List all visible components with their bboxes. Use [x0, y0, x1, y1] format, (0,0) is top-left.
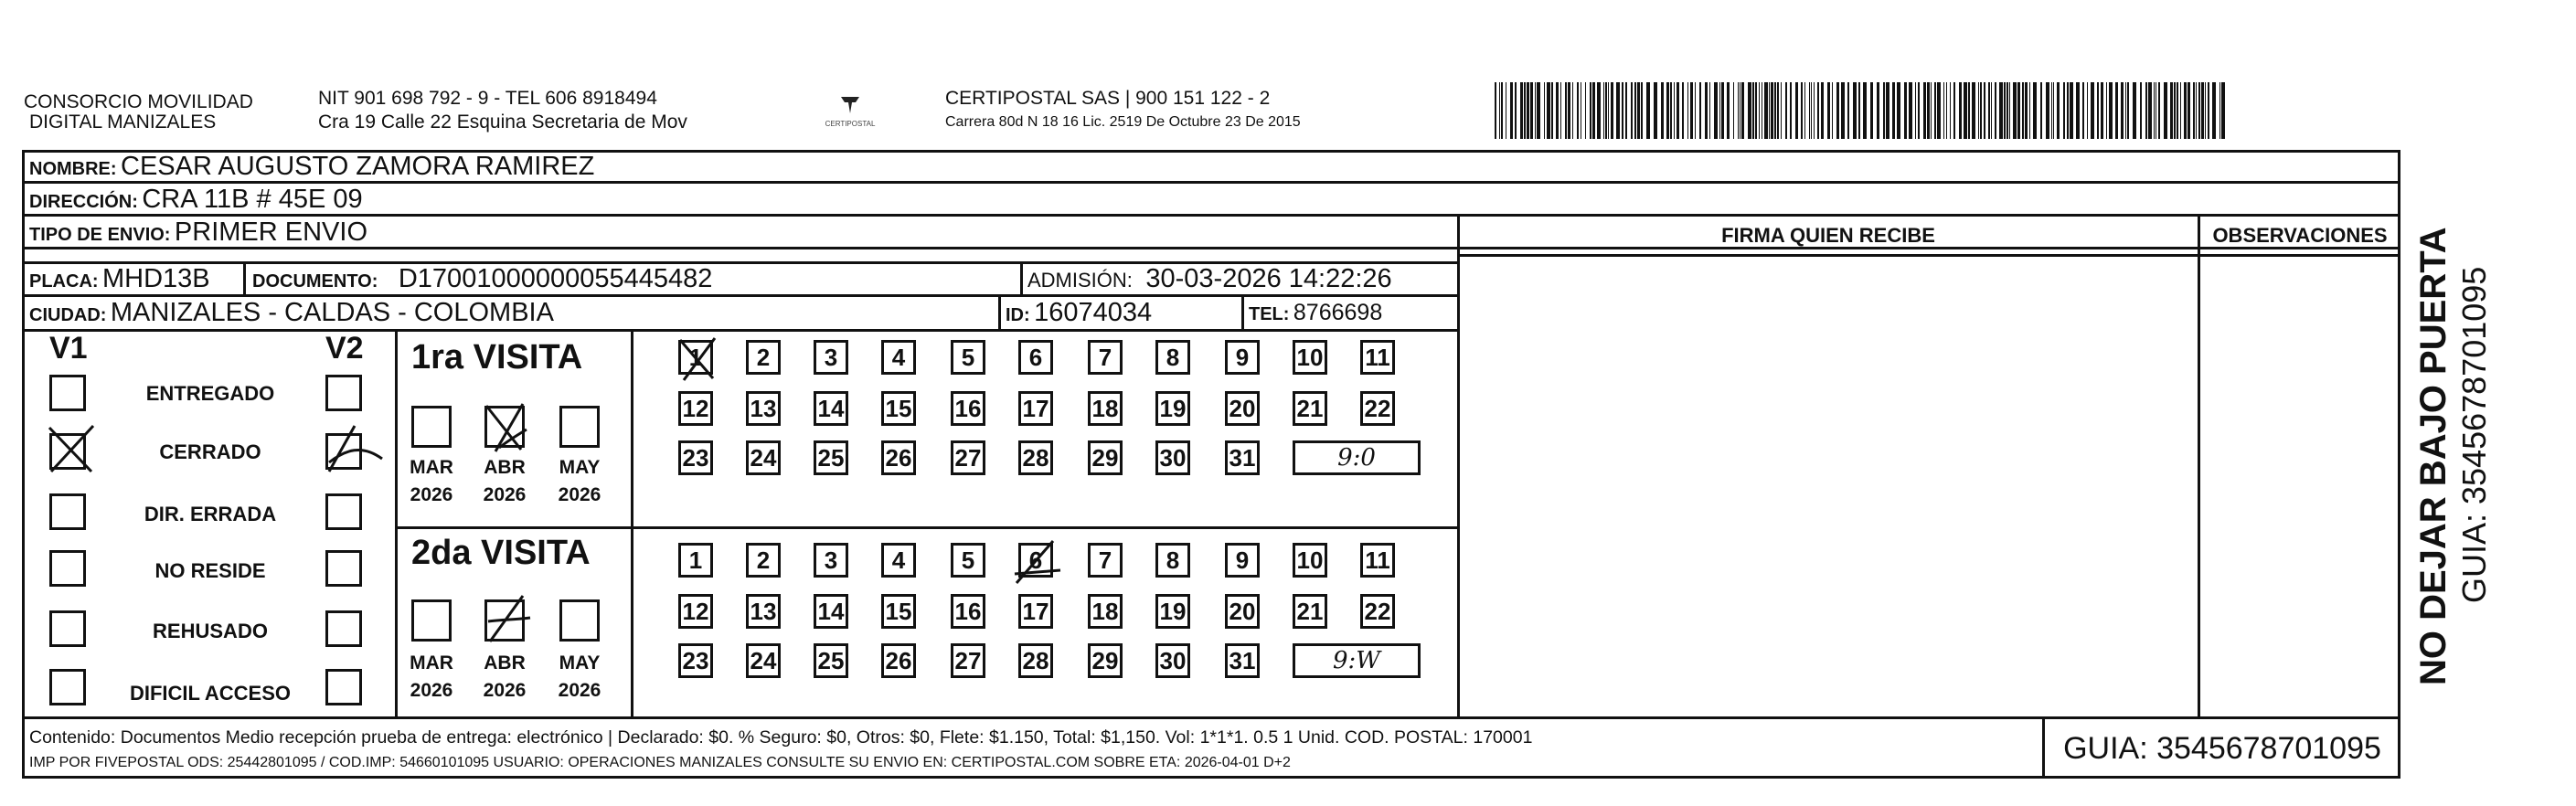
second-visit-year-may: 2026	[558, 680, 601, 701]
v2-entregado-checkbox[interactable]	[325, 375, 362, 411]
barcode	[1495, 82, 2226, 139]
tipo-envio-value: PRIMER ENVIO	[174, 217, 368, 247]
first-visit-day-8[interactable]: 8	[1155, 340, 1190, 375]
first-visit-day-21[interactable]: 21	[1293, 391, 1327, 426]
first-visit-day-13[interactable]: 13	[746, 391, 781, 426]
documento-label: DOCUMENTO:	[252, 271, 378, 292]
first-visit-day-19[interactable]: 19	[1155, 391, 1190, 426]
first-visit-day-26[interactable]: 26	[881, 440, 916, 475]
second-visit-day-10[interactable]: 10	[1293, 543, 1327, 578]
second-visit-day-17[interactable]: 17	[1018, 594, 1053, 629]
second-visit-day-8[interactable]: 8	[1155, 543, 1190, 578]
address-line: Cra 19 Calle 22 Esquina Secretaria de Mov	[318, 111, 687, 133]
first-visit-title: 1ra VISITA	[411, 338, 583, 376]
footer-guia: GUIA: 3545678701095	[2063, 731, 2381, 766]
second-visit-title: 2da VISITA	[411, 534, 591, 572]
second-visit-year-abr: 2026	[483, 680, 527, 701]
first-visit-may-checkbox[interactable]	[559, 406, 600, 448]
first-visit-day-14[interactable]: 14	[814, 391, 848, 426]
v1-dir-errada-checkbox[interactable]	[49, 493, 86, 530]
v1-no-reside-checkbox[interactable]	[49, 550, 86, 587]
second-visit-year-mar: 2026	[410, 680, 453, 701]
option-rehusado: REHUSADO	[153, 620, 268, 642]
first-visit-day-20[interactable]: 20	[1225, 391, 1260, 426]
second-visit-day-29[interactable]: 29	[1088, 643, 1123, 678]
first-visit-day-23[interactable]: 23	[678, 440, 713, 475]
second-visit-day-22[interactable]: 22	[1360, 594, 1395, 629]
second-visit-day-24[interactable]: 24	[746, 643, 781, 678]
first-visit-day-27[interactable]: 27	[951, 440, 985, 475]
v1-label: V1	[49, 331, 88, 366]
first-visit-day-7[interactable]: 7	[1088, 340, 1123, 375]
first-visit-day-30[interactable]: 30	[1155, 440, 1190, 475]
second-visit-day-12[interactable]: 12	[678, 594, 713, 629]
second-visit-month-mar: MAR	[410, 652, 453, 673]
first-visit-hour-note: 9:0	[1293, 440, 1421, 475]
nombre-row	[29, 151, 594, 186]
option-dificil-acceso: DIFICIL ACCESO	[129, 682, 291, 705]
ciudad-value: MANIZALES - CALDAS - COLOMBIA	[110, 298, 554, 327]
first-visit-day-29[interactable]: 29	[1088, 440, 1123, 475]
second-visit-day-2[interactable]: 2	[746, 543, 781, 578]
company-name-line1: CONSORCIO MOVILIDAD	[24, 91, 253, 112]
first-visit-day-28[interactable]: 28	[1018, 440, 1053, 475]
v1-cerrado-checkbox[interactable]	[49, 433, 86, 470]
second-visit-day-11[interactable]: 11	[1360, 543, 1395, 578]
placa-value: MHD13B	[102, 264, 210, 293]
first-visit-year-may: 2026	[558, 484, 601, 505]
first-visit-day-24[interactable]: 24	[746, 440, 781, 475]
first-visit-day-15[interactable]: 15	[881, 391, 916, 426]
second-visit-day-27[interactable]: 27	[951, 643, 985, 678]
svg-text:CERTIPOSTAL: CERTIPOSTAL	[825, 120, 876, 128]
direccion-value: CRA 11B # 45E 09	[142, 185, 363, 214]
first-visit-day-3[interactable]: 3	[814, 340, 848, 375]
first-visit-mar-checkbox[interactable]	[411, 406, 452, 448]
second-visit-day-13[interactable]: 13	[746, 594, 781, 629]
second-visit-day-30[interactable]: 30	[1155, 643, 1190, 678]
first-visit-day-22[interactable]: 22	[1360, 391, 1395, 426]
nit-line: NIT 901 698 792 - 9 - TEL 606 8918494	[318, 88, 657, 109]
second-visit-day-9[interactable]: 9	[1225, 543, 1260, 578]
second-visit-month-abr: ABR	[484, 652, 526, 673]
tipo-envio-label: TIPO DE ENVIO:	[29, 225, 171, 245]
second-visit-day-6[interactable]: 6	[1018, 543, 1053, 578]
first-visit-day-10[interactable]: 10	[1293, 340, 1327, 375]
first-visit-day-4[interactable]: 4	[881, 340, 916, 375]
v2-dificil-acceso-checkbox[interactable]	[325, 669, 362, 705]
second-visit-day-3[interactable]: 3	[814, 543, 848, 578]
first-visit-day-2[interactable]: 2	[746, 340, 781, 375]
first-visit-day-25[interactable]: 25	[814, 440, 848, 475]
first-visit-day-17[interactable]: 17	[1018, 391, 1053, 426]
nombre-label: NOMBRE:	[29, 159, 117, 179]
first-visit-year-abr: 2026	[483, 484, 527, 505]
second-visit-day-4[interactable]: 4	[881, 543, 916, 578]
v1-entregado-checkbox[interactable]	[49, 375, 86, 411]
v2-no-reside-checkbox[interactable]	[325, 550, 362, 587]
direccion-row	[29, 184, 363, 219]
second-visit-day-26[interactable]: 26	[881, 643, 916, 678]
second-visit-day-19[interactable]: 19	[1155, 594, 1190, 629]
id-label: ID:	[1006, 305, 1030, 325]
tel-label: TEL:	[1249, 304, 1290, 324]
placa-label: PLACA:	[29, 271, 99, 292]
second-visit-day-28[interactable]: 28	[1018, 643, 1053, 678]
first-visit-month-mar: MAR	[410, 457, 453, 478]
second-visit-mar-checkbox[interactable]	[411, 599, 452, 642]
ciudad-row	[29, 297, 554, 333]
ciudad-label: CIUDAD:	[29, 305, 107, 325]
option-dir-errada: DIR. ERRADA	[144, 503, 277, 525]
second-visit-day-5[interactable]: 5	[951, 543, 985, 578]
first-visit-month-may: MAY	[559, 457, 601, 478]
first-visit-day-6[interactable]: 6	[1018, 340, 1053, 375]
first-visit-day-18[interactable]: 18	[1088, 391, 1123, 426]
id-value: 16074034	[1034, 298, 1153, 327]
v2-label: V2	[325, 331, 364, 366]
second-visit-may-checkbox[interactable]	[559, 599, 600, 642]
second-visit-day-21[interactable]: 21	[1293, 594, 1327, 629]
option-no-reside: NO RESIDE	[154, 559, 266, 582]
second-visit-day-14[interactable]: 14	[814, 594, 848, 629]
id-row	[1006, 297, 1152, 333]
firma-quien-recibe-label: FIRMA QUIEN RECIBE	[1721, 224, 1935, 247]
placa-row	[29, 263, 210, 299]
admision-label: ADMISIÓN:	[1027, 269, 1133, 292]
v1-dificil-acceso-checkbox[interactable]	[49, 669, 86, 705]
v2-rehusado-checkbox[interactable]	[325, 610, 362, 647]
first-visit-day-16[interactable]: 16	[951, 391, 985, 426]
admision-value: 30-03-2026 14:22:26	[1145, 264, 1392, 293]
second-visit-abr-checkbox[interactable]	[484, 599, 525, 642]
first-visit-day-31[interactable]: 31	[1225, 440, 1260, 475]
second-visit-day-7[interactable]: 7	[1088, 543, 1123, 578]
first-visit-day-9[interactable]: 9	[1225, 340, 1260, 375]
second-visit-day-16[interactable]: 16	[951, 594, 985, 629]
certipostal-line2: Carrera 80d N 18 16 Lic. 2519 De Octubre 23 De 2015	[945, 114, 1301, 130]
observaciones-label: OBSERVACIONES	[2212, 224, 2388, 247]
tel-value: 8766698	[1293, 300, 1383, 325]
documento-row	[252, 263, 712, 299]
nombre-value: CESAR AUGUSTO ZAMORA RAMIREZ	[121, 152, 595, 181]
second-visit-day-15[interactable]: 15	[881, 594, 916, 629]
first-visit-month-abr: ABR	[484, 457, 526, 478]
certipostal-logo	[821, 90, 879, 132]
second-visit-day-31[interactable]: 31	[1225, 643, 1260, 678]
option-entregado: ENTREGADO	[145, 382, 275, 405]
second-visit-day-1[interactable]: 1	[678, 543, 713, 578]
first-visit-year-mar: 2026	[410, 484, 453, 505]
direccion-label: DIRECCIÓN:	[29, 192, 138, 212]
option-cerrado: CERRADO	[159, 440, 261, 463]
first-visit-day-1[interactable]: 1	[678, 340, 713, 375]
certipostal-line1: CERTIPOSTAL SAS | 900 151 122 - 2	[945, 88, 1271, 109]
admision-row	[1027, 263, 1392, 299]
second-visit-day-18[interactable]: 18	[1088, 594, 1123, 629]
first-visit-abr-checkbox[interactable]	[484, 406, 525, 448]
documento-value: D17001000000055445482	[398, 264, 713, 293]
second-visit-day-20[interactable]: 20	[1225, 594, 1260, 629]
first-visit-day-11[interactable]: 11	[1360, 340, 1395, 375]
footer-imp-line: IMP POR FIVEPOSTAL ODS: 25442801095 / COD.IMP: 54660101095 USUARIO: OPERACIONES MANIZALES CONSULTE SU ENVIO EN: CERTIPOSTAL.COM SOBRE ETA: 2026-04-01 D+2	[29, 755, 1291, 770]
second-visit-month-may: MAY	[559, 652, 601, 673]
second-visit-hour-note: 9:W	[1293, 643, 1421, 678]
company-name-line2: DIGITAL MANIZALES	[29, 111, 217, 133]
footer-contenido: Contenido: Documentos Medio recepción prueba de entrega: electrónico | Declarado: $0. % Seguro: $0, Otros: $0, Flete: $1.150, Total: $1,150. Vol: 1*1*1. 0.5 1 Unid. COD. POSTAL: 170001	[29, 727, 1533, 748]
no-dejar-bajo-puerta-text: NO DEJAR BAJO PUERTA	[2413, 227, 2454, 685]
tipo-envio-row	[29, 217, 367, 252]
second-visit-day-25[interactable]: 25	[814, 643, 848, 678]
v2-dir-errada-checkbox[interactable]	[325, 493, 362, 530]
tel-row	[1249, 297, 1382, 332]
second-visit-day-23[interactable]: 23	[678, 643, 713, 678]
v2-cerrado-checkbox[interactable]	[325, 433, 362, 470]
first-visit-day-12[interactable]: 12	[678, 391, 713, 426]
v1-rehusado-checkbox[interactable]	[49, 610, 86, 647]
side-guia-text: GUIA: 3545678701095	[2455, 266, 2493, 603]
first-visit-day-5[interactable]: 5	[951, 340, 985, 375]
